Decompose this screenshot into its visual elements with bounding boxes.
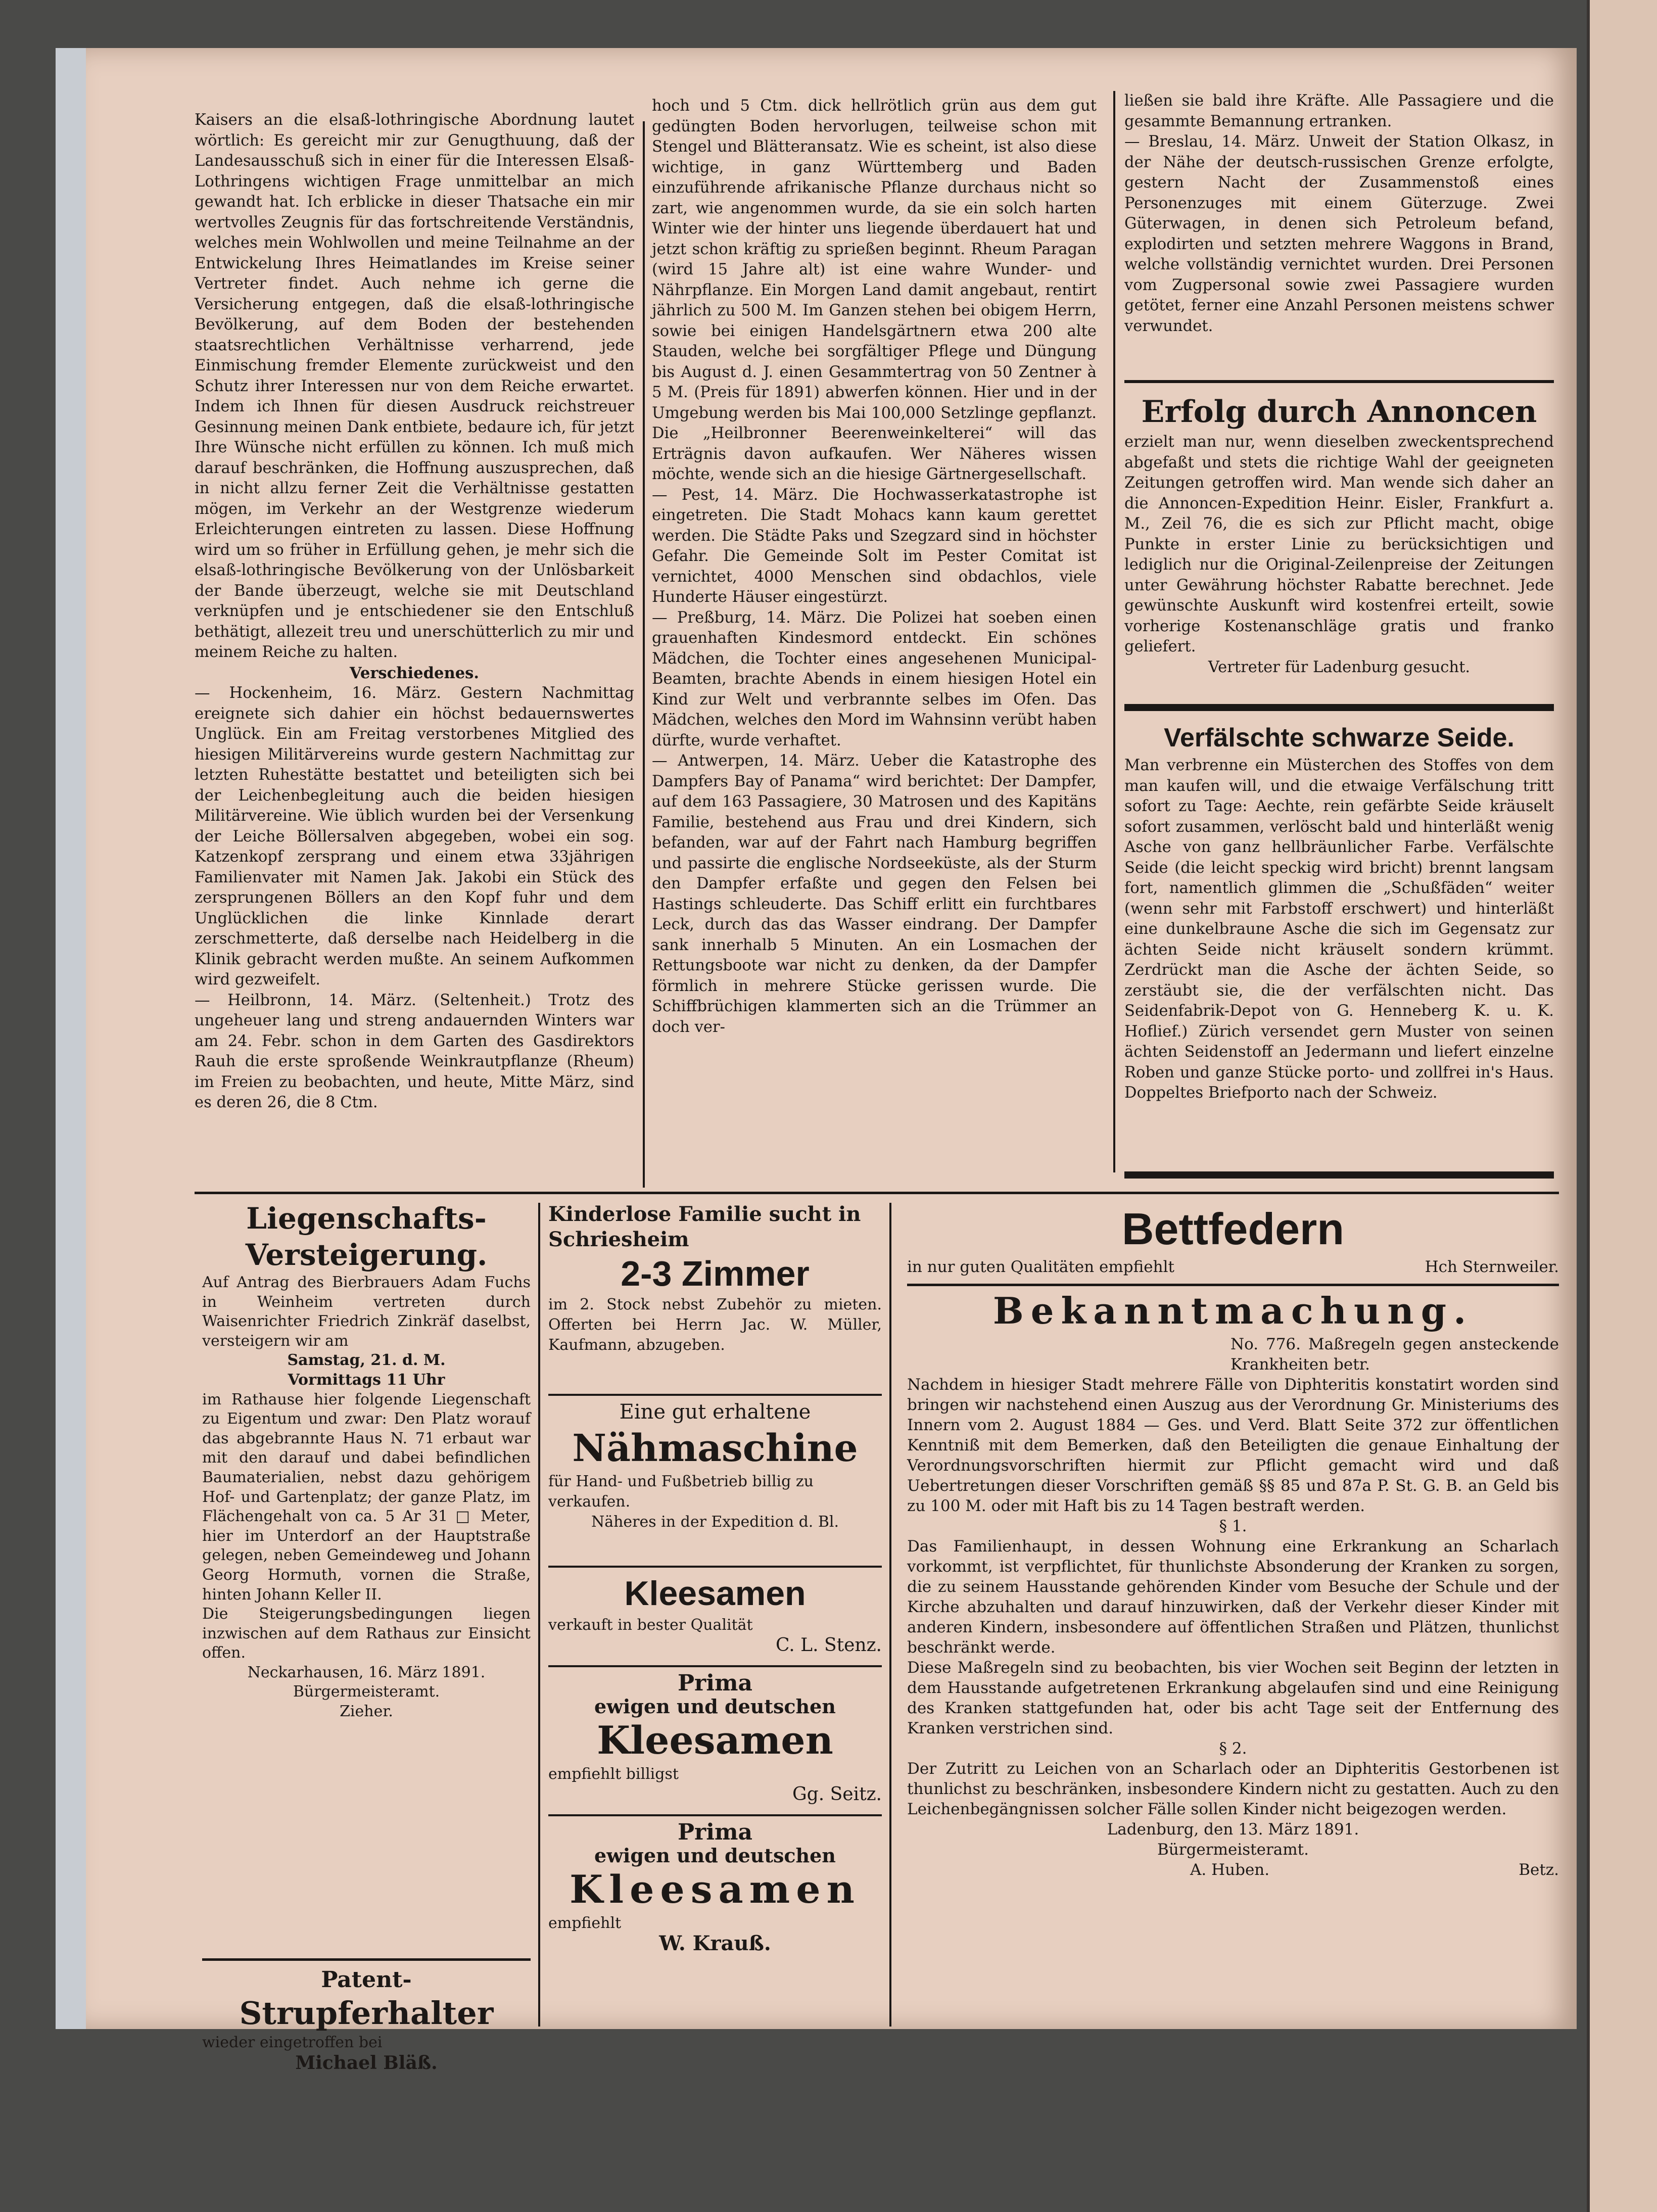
- ad-zimmer: [548, 1202, 882, 1355]
- column-1: [195, 110, 634, 1113]
- ad-klee3-l3: empfiehlt: [548, 1914, 622, 1932]
- ad-klee3-name: W. Krauß.: [659, 1932, 771, 1955]
- bek-t1: Das Familienhaupt, in dessen Wohnung eine Erkrankung an Scharlach vorkommt, ist verpflichtet, für thunlichste Absonderung der Kranken zu sorgen, die zu seinem Hausstande gehörenden Kinder vom Besuche der Schule und der Kirche abzuhalten und darauf hinzuwirken, daß der Verkehr dieser Kinder mit anderen Kindern, insbesondere auf öffentlichen Straßen und Plätzen, thunlichst beschränkt werde.: [907, 1537, 1559, 1657]
- ad-seide-text: Man verbrenne ein Müsterchen des Stoffes von dem man kaufen will, und die etwaige Verfälschung tritt sofort zu Tage: Aechte, rein gefärbte Seide kräuselt sofort zusammen, verlöscht bald und hinterläßt wenig Asche von ganz hellbräunlicher Farbe. Verfälschte Seide (die leicht speckig wird bricht) brennt langsam fort, namentlich glimmen die „Schußfäden“ weiter (wenn sehr mit Farbstoff erschwert) und hinterläßt eine dunkelbraune Asche die sich im Gegensatz zur ächten Seide nicht kräuselt sondern krümmt. Zerdrückt man die Asche der ächten Seide, so zerstäubt sie, die der verfälschten nicht. Das Seidenfabrik-Depot von G. Henneberg K. u. K. Hoflief.) Zürich versendet gern Muster von seinen ächten Seidenstoff an Jedermann und liefert einzelne Roben und ganze Stücke porto- und zollfrei in's Haus. Doppeltes Briefporto nach der Schweiz.: [1124, 757, 1554, 1102]
- ad-liegenschaft-time: Vormittags 11 Uhr: [288, 1371, 445, 1389]
- ad-naeh-foot: Näheres in der Expedition d. Bl.: [591, 1513, 839, 1531]
- article-kaiser: Kaisers an die elsaß-lothringische Abordnung lautet wörtlich: Es gereicht mir zur Genugthuung, daß der Landesausschuß sich in einer für die Interessen Elsaß-Lothringens wichtigen Frage unmittelbar an mich gewandt hat. Ich erblicke in dieser Thatsache ein mir wertvolles Zeugnis für das fortschreitende Verständnis, welches mein Wohlwollen und meine Teilnahme an der Entwickelung Ihres Heimatlandes im Kreise seiner Vertreter findet. Auch nehme ich gerne die Versicherung entgegen, daß die elsaß-lothringische Bevölkerung, auf dem Boden der bestehenden staatsrechtlichen Verhältnisse verharrend, jede Einmischung fremder Elemente zurückweist und den Schutz ihrer Interessen nur von dem Reiche erwartet. Indem ich Ihnen für diesen Ausdruck reichstreuer Gesinnung meinen Dank entbiete, bedaure ich, für jetzt Ihre Wünsche nicht erfüllen zu können. Ich muß mich darauf beschränken, die Hoffnung auszusprechen, daß in nicht allzu ferner Zeit die Verhältnisse gestatten mögen, im Verkehr an der Westgrenze wiederum Erleichterungen eintreten zu lassen. Diese Hoffnung wird um so früher in Erfüllung gehen, je mehr sich die elsaß-lothringische Bevölkerung von der Unlösbarkeit der Bande überzeugt, welche sie mit Deutschland verknüpfen und je entschiedener sie den Entschluß bethätigt, allezeit treu und unerschütterlich zu mir und meinem Reiche zu halten.: [195, 111, 634, 661]
- ad-strupfer-title1: Patent-: [321, 1967, 412, 1993]
- ad-liegenschaft-place: Neckarhausen, 16. März 1891.: [247, 1663, 486, 1681]
- article-heilbronn: — Heilbronn, 14. März. (Seltenheit.) Trotz des ungeheuer lang und streng andauernden Winters war am 24. Febr. schon in dem Garten des Gasdirektors Rauh die erste sproßende Weinkrautpflanze (Rheum) im Freien zu beobachten, und heute, Mitte März, sind es deren 26, die 8 Ctm.: [195, 991, 634, 1111]
- ad-bettfedern-text: in nur guten Qualitäten empfiehlt: [907, 1258, 1174, 1276]
- ad-seide-title: Verfälschte schwarze Seide.: [1164, 723, 1514, 752]
- ad-strupfer-name: Michael Bläß.: [295, 2052, 438, 2074]
- ad-klee2-l1: Prima: [677, 1670, 753, 1696]
- ad-kleesamen-3: [548, 1819, 882, 1954]
- section-heading-verschiedenes: Verschiedenes.: [349, 664, 480, 682]
- ad-erfolg-annoncen: [1124, 392, 1554, 678]
- ad-naeh-big: Nähmaschine: [572, 1427, 858, 1470]
- ad-klee1-name: C. L. Stenz.: [776, 1635, 882, 1656]
- ad-liegenschaft: [202, 1200, 531, 1722]
- bek-sign2: Betz.: [1519, 1861, 1559, 1879]
- article-antwerpen: — Antwerpen, 14. März. Ueber die Katastrophe des Dampfers Bay of Panama“ wird berichtet: Der Dampfer, auf dem 163 Passagiere, 30 Matrosen und des Kapitäns Familie, bestehend aus Frau und drei Kindern, sich befanden, war auf der Fahrt nach Hamburg begriffen und passirte die englische Nordseeküste, als der Sturm den Dampfer erfaßte und gegen den Felsen bei Hastings schleuderte. Das Schiff erlitt ein furchtbares Leck, durch das das Wasser eindrang. Der Dampfer sank innerhalb 5 Minuten. An ein Losmachen der Rettungsboote war nicht zu denken, da der Dampfer förmlich in mehrere Stücke gerissen wurde. Die Schiffbrüchigen klammerten sich an die Trümmer an doch ver-: [652, 752, 1097, 1036]
- ad-liegenschaft-date: Samstag, 21. d. M.: [287, 1351, 446, 1370]
- ad-bettfedern-name: Hch Sternweiler.: [1425, 1258, 1559, 1276]
- ad-naehmaschine: [548, 1399, 882, 1532]
- ad-bettfedern: [907, 1202, 1559, 1278]
- ad-kleesamen-1: [548, 1572, 882, 1656]
- bek-sign: A. Huben.: [1190, 1861, 1270, 1879]
- ad-liegenschaft-body2: im Rathause hier folgende Liegenschaft zu Eigentum und zwar: Den Platz worauf das abgebrannte Haus N. 71 erbaut war mit den darauf und dabei befindlichen Baumaterialien, nebst dazu gehörigem Hof- und Gartenplatz; der ganze Platz, im Flächengehalt von ca. 5 Ar 31 □ Meter, hier im Unterdorf an der Hauptstraße gelegen, neben Gemeindeweg und Johann Georg Hormuth, vornen die Straße, hinten Johann Keller II.: [202, 1390, 531, 1604]
- ad-rule-k1: [548, 1665, 882, 1667]
- column-divider-1: [643, 121, 645, 1188]
- bek-s2: § 2.: [1219, 1739, 1247, 1758]
- bek-title: Bekanntmachung.: [992, 1289, 1474, 1332]
- column-2: [652, 96, 1097, 1038]
- ad-klee3-l1: Prima: [677, 1819, 753, 1845]
- column-divider-2: [1113, 91, 1115, 1172]
- ad-klee2-l3: empfiehlt billigst: [548, 1765, 679, 1783]
- section-divider: [195, 1192, 1559, 1194]
- ad-erfolg-text: erzielt man nur, wenn dieselben zweckentsprechend abgefaßt und stets die richtige Wahl der geeigneten Zeitungen getroffen wird. Man wende sich daher an die Annoncen-Expedition Heinr. Eisler, Frankfurt a. M., Zeil 76, die es sich zur Pflicht macht, obige Punkte in erster Linie zu berücksichtigen und lediglich nur die Original-Zeilenpreise der Zeitungen unter Gewährung höchster Rabatte berechnet. Jede gewünschte Auskunft wird kostenfrei erteilt, sowie vorherige Kostenanschläge gratis und franko geliefert.: [1124, 433, 1554, 655]
- ad-zimmer-l2: Schriesheim: [548, 1228, 689, 1251]
- ad-erfolg-footer: Vertreter für Ladenburg gesucht.: [1208, 658, 1471, 676]
- ad-zimmer-big: 2-3 Zimmer: [621, 1254, 810, 1293]
- article-rheum: hoch und 5 Ctm. dick hellrötlich grün aus dem gut gedüngten Boden hervorlugen, teilweise schon mit Stengel und Blätteransatz. Wie es scheint, ist also diese wichtige, in ganz Württemberg und Baden einzuführende afrikanische Pflanze durchaus nicht so zart, wie angenommen wurde, da sie ein solch harten Winter wie der hinter uns liegende überdauert hat und jetzt schon kräftig zu sprießen beginnt. Rheum Paragan (wird 15 Jahre alt) ist eine wahre Wunder- und Nährpflanze. Ein Morgen Land damit angebaut, rentirt jährlich zu 500 M. Im Ganzen stehen bei obigem Herrn, sowie bei einigen Handelsgärtnern etwa 200 alte Stauden, welche bei sorgfältiger Pflege und Düngung bis August d. J. einen Gesammtertrag von 50 Zentner à 5 M. (Preis für 1891) abwerfen können. Hier und in der Umgebung werden bis Mai 100,000 Setzlinge gepflanzt. Die „Heilbronner Beerenweinkelterei“ will das Erträgnis davon aufkaufen. Wer Näheres wissen möchte, wende sich an die hiesige Gärtnergesellschaft.: [652, 97, 1097, 483]
- ad-klee1-big: Kleesamen: [624, 1574, 806, 1613]
- ad-liegenschaft-body3: Die Steigerungsbedingungen liegen inzwischen auf dem Rathaus zur Einsicht offen.: [202, 1605, 531, 1662]
- bek-sign-row: [907, 1860, 1559, 1880]
- ad-divider-right: [889, 1203, 891, 2027]
- ad-zimmer-l1: Kinderlose Familie sucht in: [548, 1202, 861, 1226]
- ad-divider-left: [538, 1203, 540, 2027]
- ad-klee2-name: Gg. Seitz.: [792, 1784, 882, 1805]
- ad-zimmer-body: im 2. Stock nebst Zubehör zu mieten. Offerten bei Herrn Jac. W. Müller, Kaufmann, abzugeben.: [548, 1296, 882, 1354]
- ad-strupfer-title2: Strupferhalter: [239, 1995, 494, 2032]
- ad-rule-strupfer: [202, 1958, 531, 1961]
- bek-s1: § 1.: [1219, 1517, 1247, 1535]
- ad-liegenschaft-title2: Versteigerung.: [245, 1238, 488, 1272]
- book-binding: [56, 48, 86, 2029]
- ad-rule-top: [1124, 380, 1554, 383]
- ad-kleesamen-2: [548, 1670, 882, 1805]
- article-pressburg: — Preßburg, 14. März. Die Polizei hat soeben einen grauenhaften Kindesmord entdeckt. Ein schönes Mädchen, die Tochter eines angesehenen Municipal-Beamten, brachte Abends in einem hiesigen Hotel ein Kind zur Welt und verbrannte selbes im Ofen. Das Mädchen, welches den Mord im Wahnsinn verübt haben dürfte, wurde verhaftet.: [652, 608, 1097, 749]
- ad-erfolg-title: Erfolg durch Annoncen: [1141, 394, 1537, 430]
- ad-bettfedern-big: Bettfedern: [1121, 1204, 1345, 1254]
- ad-bettfedern-row: [907, 1256, 1559, 1278]
- ad-rule-z: [548, 1394, 882, 1396]
- ad-seide: [1124, 720, 1554, 1104]
- ad-klee3-big: Kleesamen: [570, 1867, 861, 1912]
- ad-liegenschaft-sign: Zieher.: [340, 1703, 393, 1721]
- column-3: [1124, 91, 1554, 337]
- bek-place: Ladenburg, den 13. März 1891.: [1107, 1820, 1359, 1839]
- ad-rule-n: [548, 1566, 882, 1568]
- bek-ref: No. 776. Maßregeln gegen ansteckende Krankheiten betr.: [1230, 1335, 1559, 1374]
- ad-rule-bottom: [1124, 1171, 1554, 1179]
- bek-t1b: Diese Maßregeln sind zu beobachten, bis vier Wochen seit Beginn der letzten in dem Hausstande aufgetretenen Erkrankung abgelaufen sind und eine Reinigung des Kranken stattgefunden hat, oder bis acht Tage seit der Entfernung des Kranken verstrichen sind.: [907, 1659, 1559, 1737]
- bek-t2: Der Zutritt zu Leichen von an Scharlach oder an Diphteritis Gestorbenen ist thunlichst zu beschränken, insbesondere Kindern nicht zu gestatten. Auch zu den Leichenbegängnissen solcher Fälle sollen Kinder nicht beigezogen werden.: [907, 1760, 1559, 1818]
- ad-strupferhalter: [202, 1966, 531, 2073]
- bekanntmachung: [907, 1288, 1559, 1880]
- ad-liegenschaft-title1: Liegenschafts-: [246, 1201, 487, 1236]
- ad-klee2-l2: ewigen und deutschen: [594, 1695, 836, 1718]
- ad-klee1-l1: verkauft in bester Qualität: [548, 1616, 753, 1634]
- ad-rule-bett: [907, 1284, 1559, 1286]
- article-breslau: — Breslau, 14. März. Unweit der Station Olkasz, in der Nähe der deutsch-russischen Grenze erfolgte, gestern Nacht der Zusammenstoß eines Personenzuges mit einem Güterzuge. Zwei Güterwagen, in denen sich Petroleum befand, explodirten und setzten mehrere Waggons in Brand, welche vollständig vernichtet wurden. Drei Personen vom Zugpersonal sowie zwei Passagiere wurden getötet, ferner eine Anzahl Personen meistens schwer verwundet.: [1124, 133, 1554, 335]
- adjacent-page-edge: [1587, 0, 1657, 2212]
- ad-liegenschaft-body: Auf Antrag des Bierbrauers Adam Fuchs in Weinheim vertreten durch Waisenrichter Friedrich Zinkräf daselbst, versteigern wir am: [202, 1274, 531, 1350]
- article-schiff-end: ließen sie bald ihre Kräfte. Alle Passagiere und die gesammte Bemannung ertranken.: [1124, 92, 1554, 130]
- ad-rule-mid: [1124, 704, 1554, 711]
- bek-intro: Nachdem in hiesiger Stadt mehrere Fälle von Diphteritis konstatirt worden sind bringen wir nachstehend einen Auszug aus der Verordnung Gr. Ministeriums des Innern vom 2. August 1884 — Ges. und Verd. Blatt Seite 372 zur öffentlichen Kenntniß mit dem Bemerken, daß den Beteiligten die genaue Einhaltung der Verordnungsvorschriften hiermit zur Pflicht gemacht wird und daß Uebertretungen dieser Vorschriften gemäß §§ 85 und 87a P. St. G. B. an Geld bis zu 100 M. oder mit Haft bis zu 14 Tagen bestraft werden.: [907, 1376, 1559, 1515]
- ad-liegenschaft-office: Bürgermeisteramt.: [293, 1683, 440, 1701]
- ad-strupfer-line: wieder eingetroffen bei: [202, 2034, 383, 2051]
- ad-naeh-body: für Hand- und Fußbetrieb billig zu verkaufen.: [548, 1473, 814, 1511]
- bek-office: Bürgermeisteramt.: [1157, 1841, 1309, 1859]
- ad-klee3-l2: ewigen und deutschen: [594, 1844, 836, 1867]
- ad-klee2-big: Kleesamen: [597, 1718, 833, 1763]
- ad-rule-k2: [548, 1814, 882, 1816]
- ad-naeh-l1: Eine gut erhaltene: [619, 1400, 811, 1424]
- article-hockenheim: — Hockenheim, 16. März. Gestern Nachmittag ereignete sich dahier ein höchst bedauernswertes Unglück. Ein am Freitag verstorbenes Mitglied des hiesigen Militärvereins wurde gestern Nachmittag zur letzten Ruhestätte bestattet und beteiligten sich bei der Leichenbegleitung auch die beiden hiesigen Militärvereine. Wie üblich wurden bei der Versenkung der Leiche Böllersalven abgegeben, wobei ein sog. Katzenkopf zersprang und einem etwa 33jährigen Familienvater mit Namen Jak. Jakobi ein Stück des zersprungenen Böllers an den Kopf fuhr und dem Unglücklichen die linke Kinnlade derart zerschmetterte, daß derselbe nach Heidelberg in die Klinik gebracht werden mußte. An seinem Aufkommen wird gezweifelt.: [195, 684, 634, 989]
- article-pest: — Pest, 14. März. Die Hochwasserkatastrophe ist eingetreten. Die Stadt Mohacs kann kaum gerettet werden. Die Städte Paks und Szegzard sind in höchster Gefahr. Die Gemeinde Solt im Pester Comitat ist vernichtet, 4000 Menschen sind obdachlos, viele Hunderte Häuser eingestürzt.: [652, 486, 1097, 606]
